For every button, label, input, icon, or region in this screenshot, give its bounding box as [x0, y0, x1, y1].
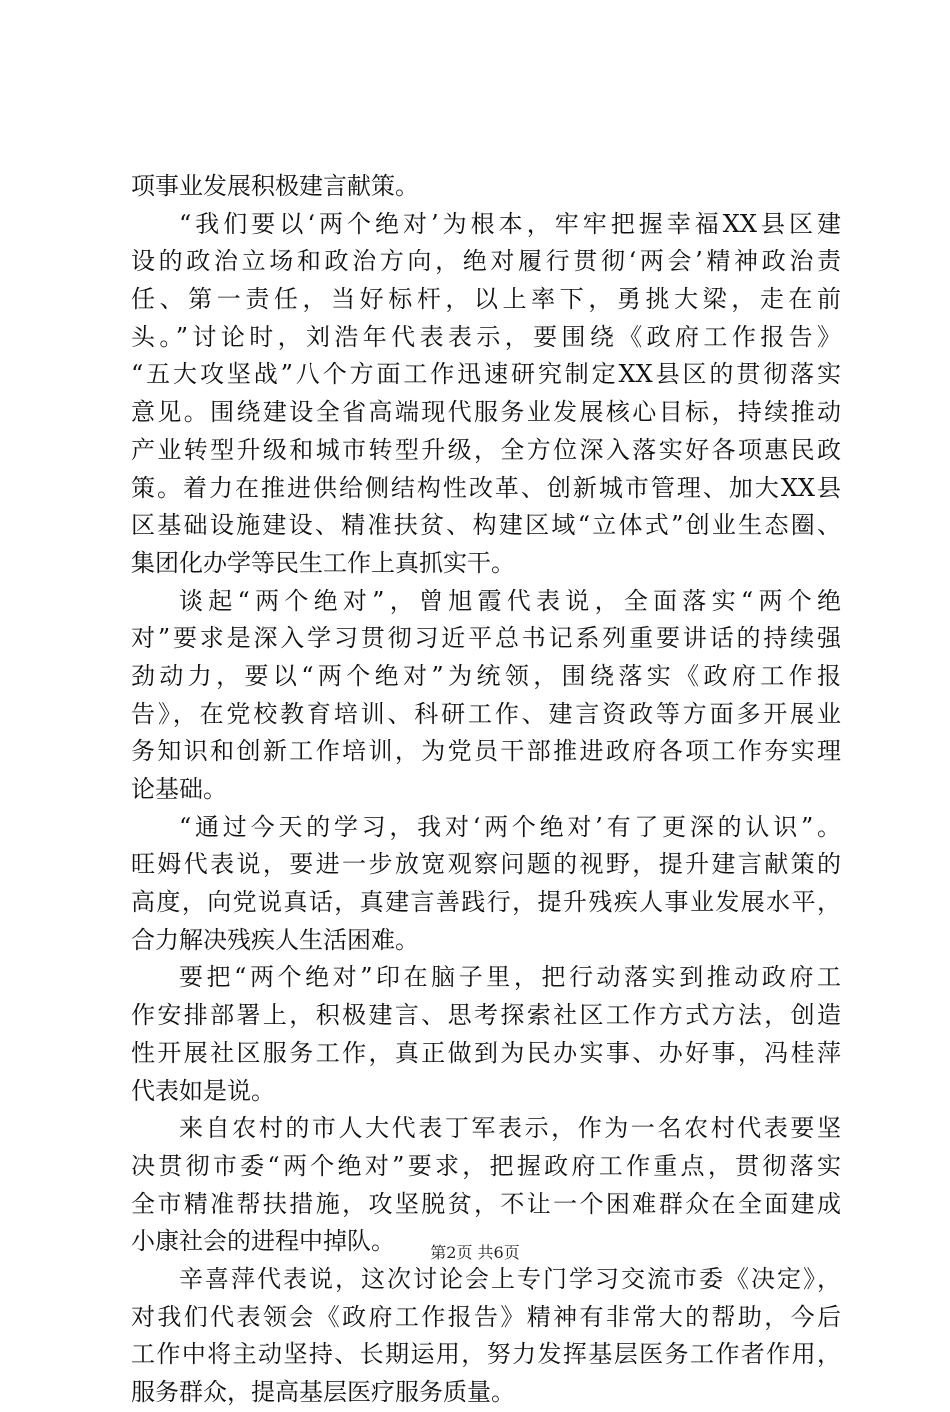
- text-line: “通过今天的学习，我对‘两个绝对’有了更深的认识”。: [179, 812, 841, 841]
- text-line: 旺姆代表说，要进一步放宽观察问题的视野，提升建言献策的: [131, 850, 841, 879]
- text-line: 作安排部署上，积极建言、思考探索社区工作方式方法，创造: [131, 1001, 841, 1030]
- text-line: 辛喜萍代表说，这次讨论会上专门学习交流市委《决定》，: [179, 1264, 841, 1293]
- text-line: 代表如是说。: [131, 1076, 275, 1105]
- text-line: 来自农村的市人大代表丁军表示，作为一名农村代表要坚: [179, 1114, 841, 1143]
- text-line: 对我们代表领会《政府工作报告》精神有非常大的帮助，今后: [131, 1302, 841, 1331]
- text-line: 谈起“两个绝对”，曾旭霞代表说，全面落实“两个绝: [179, 586, 841, 615]
- text-line: 项事业发展积极建言献策。: [131, 172, 419, 200]
- text-line: 产业转型升级和城市转型升级，全方位深入落实好各项惠民政: [131, 435, 841, 464]
- text-line: 要把“两个绝对”印在脑子里，把行动落实到推动政府工: [179, 963, 841, 992]
- text-line: 告》，在党校教育培训、科研工作、建言资政等方面多开展业: [131, 699, 841, 728]
- text-line: 服务群众，提高基层医疗服务质量。: [131, 1378, 515, 1406]
- text-line: 性开展社区服务工作，真正做到为民办实事、办好事，冯桂萍: [131, 1038, 841, 1067]
- text-line: 任、第一责任，当好标杆，以上率下，勇挑大梁，走在前: [131, 285, 841, 314]
- text-line: 决贯彻市委“两个绝对”要求，把握政府工作重点，贯彻落实: [131, 1151, 841, 1180]
- text-line: 合力解决残疾人生活困难。: [131, 925, 419, 954]
- page-number: 第2页 共6页: [430, 1243, 520, 1262]
- text-line: 论基础。: [131, 775, 227, 803]
- text-line: 劲动力，要以“两个绝对”为统领，围绕落实《政府工作报: [131, 661, 841, 690]
- body-text: [131, 168, 841, 1412]
- text-line: 意见。围绕建设全省高端现代服务业发展核心目标，持续推动: [131, 398, 841, 427]
- text-line: 高度，向党说真话，真建言善践行，提升残疾人事业发展水平，: [131, 888, 841, 917]
- text-line: 区基础设施建设、精准扶贫、构建区域“立体式”创业生态圈、: [131, 511, 841, 540]
- text-line: 集团化办学等民生工作上真抓实干。: [131, 548, 515, 577]
- text-line: 小康社会的进程中掉队。: [131, 1227, 395, 1256]
- text-line: 策。着力在推进供给侧结构性改革、创新城市管理、加大XX县: [131, 473, 841, 502]
- text-line: 全市精准帮扶措施，攻坚脱贫，不让一个困难群众在全面建成: [131, 1189, 841, 1218]
- text-line: “我们要以‘两个绝对’为根本，牢牢把握幸福XX县区建: [179, 209, 841, 238]
- text-line: 对”要求是深入学习贯彻习近平总书记系列重要讲话的持续强: [131, 624, 841, 653]
- text-line: “五大攻坚战”八个方面工作迅速研究制定XX县区的贯彻落实: [131, 360, 841, 389]
- text-line: 工作中将主动坚持、长期运用，努力发挥基层医务工作者作用，: [131, 1340, 841, 1369]
- text-line: 设的政治立场和政治方向，绝对履行贯彻‘两会’精神政治责: [131, 247, 841, 276]
- text-line: 头。”讨论时，刘浩年代表表示，要围绕《政府工作报告》: [131, 322, 841, 351]
- text-line: 务知识和创新工作培训，为党员干部推进政府各项工作夯实理: [131, 737, 841, 766]
